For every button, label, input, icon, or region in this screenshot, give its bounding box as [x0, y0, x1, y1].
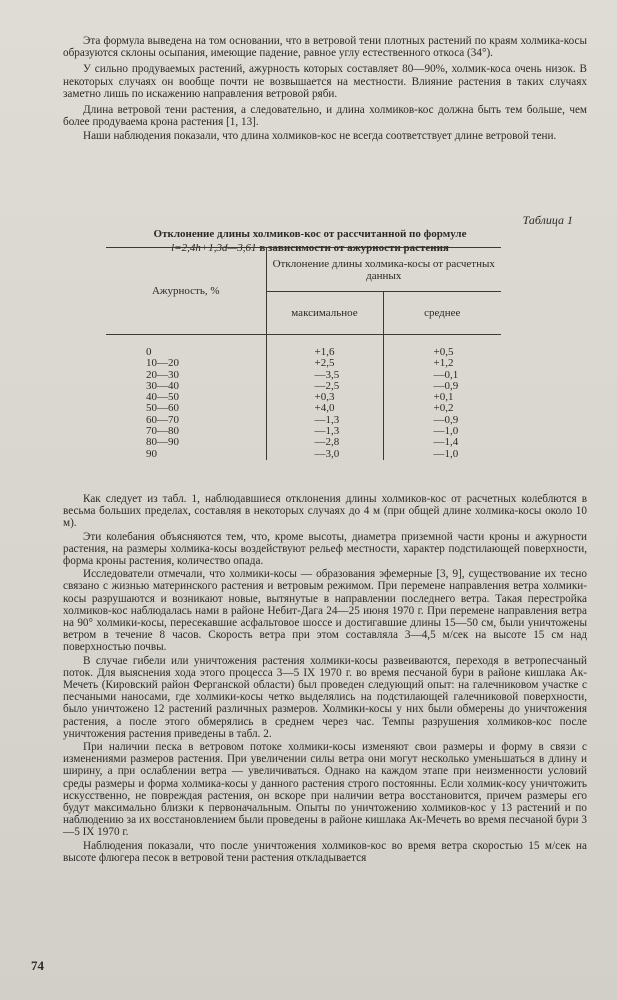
cell-avg: +0,5 — [383, 347, 501, 358]
data-table — [106, 247, 501, 460]
paragraph: Эта формула выведена на том основании, что в ветровой тени плотных растений по краям холмика-косы образуются склоны осыпания, имеющие падение, равное углу естественного откоса (34°). — [63, 35, 587, 60]
cell-max: —2,8 — [266, 437, 383, 448]
cell-ajurnost: 60—70 — [146, 413, 179, 426]
text-block-bottom — [63, 493, 587, 864]
paragraph: Наблюдения показали, что после уничтожения холмиков-кос во время ветра скоростью 15 м/сек на высоте флюгера песок в ветровой тени растения откладывается — [63, 839, 587, 864]
cell-ajurnost: 50—60 — [146, 402, 179, 415]
cell-max: —2,5 — [266, 381, 383, 392]
cell-max: +0,3 — [266, 392, 383, 403]
cell-ajurnost: 40—50 — [146, 391, 179, 404]
cell-max: +2,5 — [266, 358, 383, 369]
cell-avg: —0,9 — [383, 415, 501, 426]
caption-line-1: Отклонение длины холмиков-кос от рассчитанной по формуле — [153, 228, 467, 240]
cell-avg: —1,0 — [383, 426, 501, 437]
cell-max: —3,5 — [266, 370, 383, 381]
cell-avg: +0,1 — [383, 392, 501, 403]
paragraph: Длина ветровой тени растения, а следовательно, и длина холмиков-кос должна быть тем больше, чем более продуваема крона растения [1, 13]. — [63, 104, 587, 129]
cell-avg: +1,2 — [383, 358, 501, 369]
table-row — [106, 358, 501, 369]
paragraph: При наличии песка в ветровом потоке холмики-косы изменяют свои размеры и форму в связи с изменениями размеров растения. При увеличении силы ветра они могут несколько уменьшаться в длину и ширину, а при ослаблении ветра — увеличиваться. Однако на каждом этапе при неизменности условий среды размеры и форма холмика-косы у данного растения строго постоянны. Если холмик-косу уничтожить искусственно, не повреждая растения, он вскоре при наличии ветра восстановится, причем размеры его будут максимально близки к первоначальным. Опыты по уничтожению холмиков-кос у 13 растений и по наблюдению за их восстановлением были проведены в районе кишлака Ак-Мечеть во время песчаной бури 3—5 IX 1970 г. — [63, 741, 587, 839]
cell-avg: —1,0 — [383, 449, 501, 460]
caption-formula: l=2,4h+1,3d—3,61 — [171, 242, 257, 254]
cell-ajurnost: 20—30 — [146, 368, 179, 381]
paragraph: Исследователи отмечали, что холмики-косы — образования эфемерные [3, 9], существование их тесно связано с жизнью материнского растения и ветровым режимом. При перемене направления ветра холмики-косы разрушаются и возникают новые, вытянутые в направлении последнего ветра. Такая перестройка холмиков-кос наблюдалась нами в районе Небит-Дага 24—25 июня 1970 г. При перемене направления ветра на 90° холмики-косы, пересекавшие асфальтовое шоссе и достигавшие длины 15—50 см, были уничтожены ветром в течение 8 часов. Скорость ветра при этом составляла 3—4,5 м/сек на высоте 15 см над поверхностью почвы. — [63, 568, 587, 654]
cell-ajurnost: 80—90 — [146, 436, 179, 449]
table-label: Таблица 1 — [522, 213, 573, 227]
paragraph: В случае гибели или уничтожения растения холмики-косы развеиваются, переходя в ветропесчаный поток. Для выяснения хода этого процесса 3—5 IX 1970 г. во время песчаной бури в районе кишлака Ак-Мечеть (Кировский район Ферганской области) был проведен следующий опыт: на галечниковом участке с песчаными наносами, где холмики-косы четко выделялись на подстилающей галечниковой поверхности, было уничтожено 12 растений различных размеров. Холмики-косы у них были обмерены до уничтожения растения, а после этого обмерялись в среднем через час. Темпы разрушения холмиков-кос после уничтожения растения приведены в табл. 2. — [63, 654, 587, 740]
header-avg: среднее — [383, 292, 501, 335]
table-row — [106, 437, 501, 448]
cell-avg: —1,4 — [383, 437, 501, 448]
cell-avg: —0,1 — [383, 370, 501, 381]
cell-max: —1,3 — [266, 415, 383, 426]
header-max: максимальное — [266, 292, 383, 335]
text-block-top — [63, 35, 587, 143]
header-ajurnost: Ажурность, % — [106, 248, 266, 335]
cell-max: —3,0 — [266, 449, 383, 460]
caption-rest: в зависимости от ажурности растения — [259, 242, 449, 254]
paragraph: Эти колебания объясняются тем, что, кроме высоты, диаметра приземной части кроны и ажурности растения, на размеры холмика-косы воздействуют рельеф местности, характер подстилающей поверхности, форма кроны растения, количество опада. — [63, 530, 587, 568]
cell-ajurnost: 90 — [146, 447, 157, 460]
cell-ajurnost: 70—80 — [146, 425, 179, 438]
cell-ajurnost: 30—40 — [146, 379, 179, 392]
cell-avg: —0,9 — [383, 381, 501, 392]
page-number: 74 — [31, 958, 44, 973]
cell-max: +1,6 — [266, 347, 383, 358]
cell-max: —1,3 — [266, 426, 383, 437]
header-group: Отклонение длины холмика-косы от расчетных данных — [266, 248, 501, 292]
paragraph: Наши наблюдения показали, что длина холмиков-кос не всегда соответствует длине ветровой тени. — [83, 130, 557, 143]
cell-max: +4,0 — [266, 403, 383, 414]
table-row — [106, 449, 501, 460]
paragraph: У сильно продуваемых растений, ажурность которых составляет 80—90%, холмик-коса очень низок. В некоторых случаях он вообще почти не возвышается на местности. Влияние растения в таких случаях заметно лишь по искажению направления ветровой ряби. — [63, 63, 587, 100]
cell-ajurnost: 0 — [146, 346, 152, 358]
cell-avg: +0,2 — [383, 403, 501, 414]
paragraph: Как следует из табл. 1, наблюдавшиеся отклонения длины холмиков-кос от расчетных колеблются в весьма больших пределах, составляя в некоторых случаях до 4 м (при общей длине холмика-косы около 10 м). — [63, 493, 587, 530]
cell-ajurnost: 10—20 — [146, 357, 179, 370]
